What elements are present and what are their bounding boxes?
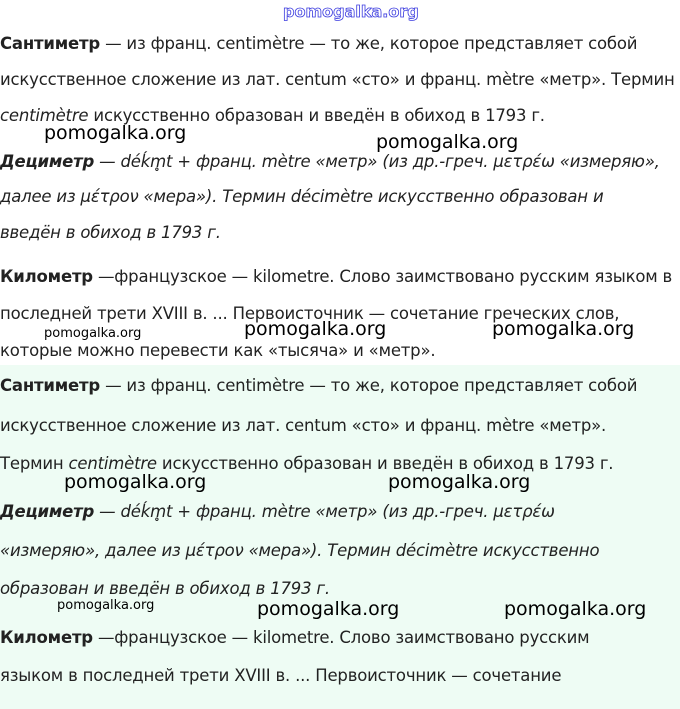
para2-detsimetr-line2: «измеряю», далее из μέτρον «мера»). Термин décimètre искусственно [0, 541, 600, 560]
para2-santimetr-line2: искусственное сложение из лат. centum «сто» и франц. mètre «метр». [0, 416, 607, 435]
para2-detsimetr-line3: образован и введён в обиход в 1793 г. [0, 579, 330, 598]
para-kilometr-line2: последней трети XVIII в. ... Первоисточник — сочетание греческих слов, [0, 304, 620, 323]
para-santimetr-line3: centimètre искусственно образован и введён в обиход в 1793 г. [0, 106, 545, 125]
para-santimetr-line2: искусственное сложение из лат. centum «сто» и франц. mètre «метр». Термин [0, 70, 675, 89]
watermark: pomogalka.org [244, 318, 387, 340]
para2-detsimetr-line1: Дециметр — déḱm̥t + франц. mètre «метр» (из др.-греч. μετρέω [0, 502, 555, 521]
term2-kilometr: Километр [0, 628, 93, 647]
watermark: pomogalka.org [44, 326, 142, 341]
para-kilometr-line1: Километр —французское — kilometre. Слово заимствовано русским языком в [0, 267, 673, 286]
term-kilometr: Километр [0, 267, 93, 286]
watermark: pomogalka.org [44, 122, 187, 144]
term-santimetr: Сантиметр [0, 34, 101, 53]
para2-kilometr-line1: Километр —французское — kilometre. Слово заимствовано русским [0, 628, 590, 647]
watermark: pomogalka.org [257, 598, 400, 620]
para-detsimetr-line2: далее из μέτρον «мера»). Термин décimètre искусственно образован и [0, 187, 604, 206]
watermark: pomogalka.org [376, 131, 519, 153]
term2-santimetr: Сантиметр [0, 376, 101, 395]
para2-santimetr-line3: Термин centimètre искусственно образован и введён в обиход в 1793 г. [0, 454, 614, 473]
para-detsimetr-line1: Дециметр — déḱm̥t + франц. mètre «метр» (из др.-греч. μετρέω «измеряю», [0, 152, 660, 171]
para2-kilometr-line2: языком в последней трети XVIII в. ... Первоисточник — сочетание [0, 666, 562, 685]
watermark: pomogalka.org [388, 471, 531, 493]
para-detsimetr-line3: введён в обиход в 1793 г. [0, 223, 221, 242]
para2-santimetr-line1: Сантиметр — из франц. centimètre — то же, которое представляет собой [0, 376, 638, 395]
para-kilometr-line3: которые можно перевести как «тысяча» и «метр». [0, 341, 436, 360]
watermark: pomogalka.org [492, 318, 635, 340]
term-detsimetr: Дециметр [0, 152, 95, 171]
watermark: pomogalka.org [504, 598, 647, 620]
term2-detsimetr: Дециметр [0, 502, 95, 521]
watermark: pomogalka.org [57, 598, 155, 613]
watermark: pomogalka.org [64, 471, 207, 493]
para-santimetr-line1: Сантиметр — из франц. centimètre — то же, которое представляет собой [0, 34, 638, 53]
watermark-top: pomogalka.org [283, 2, 419, 21]
